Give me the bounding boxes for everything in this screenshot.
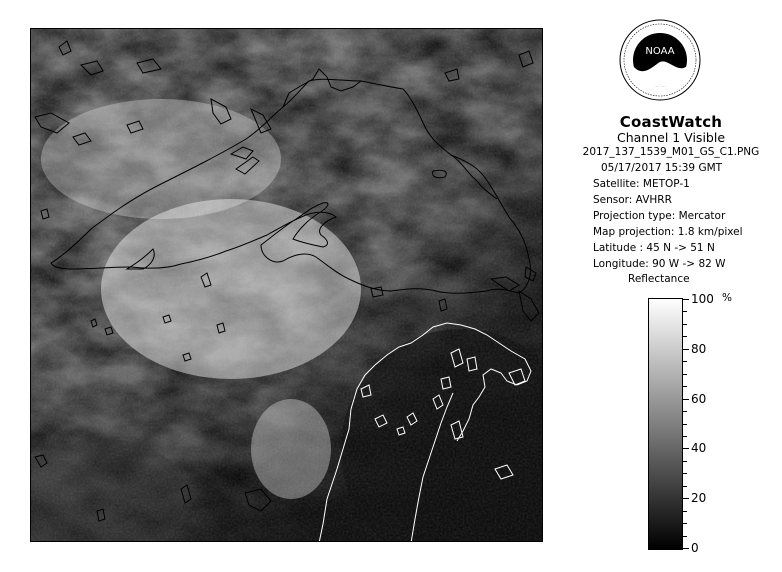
- datetime-label: 05/17/2017 15:39 GMT: [601, 162, 723, 174]
- satellite-image-svg: [31, 29, 543, 542]
- colorbar-tick: [683, 299, 689, 300]
- colorbar: [648, 298, 683, 550]
- colorbar-tick-label: 60: [691, 392, 707, 406]
- projection-type-label: Projection type: Mercator: [593, 210, 726, 222]
- colorbar-tick: [683, 548, 689, 549]
- colorbar-tick: [683, 349, 689, 350]
- colorbar-tick-label: 0: [691, 541, 699, 555]
- colorbar-tick: [683, 374, 687, 375]
- colorbar-tick: [683, 536, 687, 537]
- channel-label: Channel 1 Visible: [616, 130, 726, 145]
- colorbar-unit: %: [722, 292, 732, 304]
- colorbar-tick: [683, 399, 689, 400]
- colorbar-tick-label: 20: [691, 491, 707, 505]
- noaa-logo-svg: [618, 18, 702, 102]
- colorbar-tick: [683, 424, 687, 425]
- colorbar-tick: [683, 361, 687, 362]
- sensor-label: Sensor: AVHRR: [593, 194, 672, 206]
- colorbar-tick: [683, 498, 689, 499]
- colorbar-tick-label: 80: [691, 342, 707, 356]
- colorbar-tick: [683, 523, 687, 524]
- colorbar-tick: [683, 473, 687, 474]
- colorbar-tick: [683, 448, 689, 449]
- colorbar-tick: [683, 324, 687, 325]
- colorbar-title: Reflectance: [628, 273, 690, 285]
- satellite-image[interactable]: [30, 28, 543, 542]
- latitude-label: Latitude : 45 N -> 51 N: [593, 242, 715, 254]
- noaa-logo-text: NOAA: [645, 46, 675, 57]
- filename-label: 2017_137_1539_M01_GS_C1.PNG: [582, 146, 760, 158]
- satellite-label: Satellite: METOP-1: [593, 178, 690, 190]
- colorbar-tick: [683, 386, 687, 387]
- colorbar-tick: [683, 511, 687, 512]
- map-projection-label: Map projection: 1.8 km/pixel: [593, 226, 743, 238]
- colorbar-tick: [683, 486, 687, 487]
- colorbar-tick: [683, 436, 687, 437]
- colorbar-tick: [683, 461, 687, 462]
- longitude-label: Longitude: 90 W -> 82 W: [593, 258, 726, 270]
- brand-title: CoastWatch: [619, 113, 723, 131]
- colorbar-tick: [683, 411, 687, 412]
- noaa-logo: [618, 18, 702, 102]
- colorbar-tick-label: 100: [691, 292, 714, 306]
- colorbar-tick: [683, 336, 687, 337]
- colorbar-tick: [683, 311, 687, 312]
- colorbar-tick-label: 40: [691, 441, 707, 455]
